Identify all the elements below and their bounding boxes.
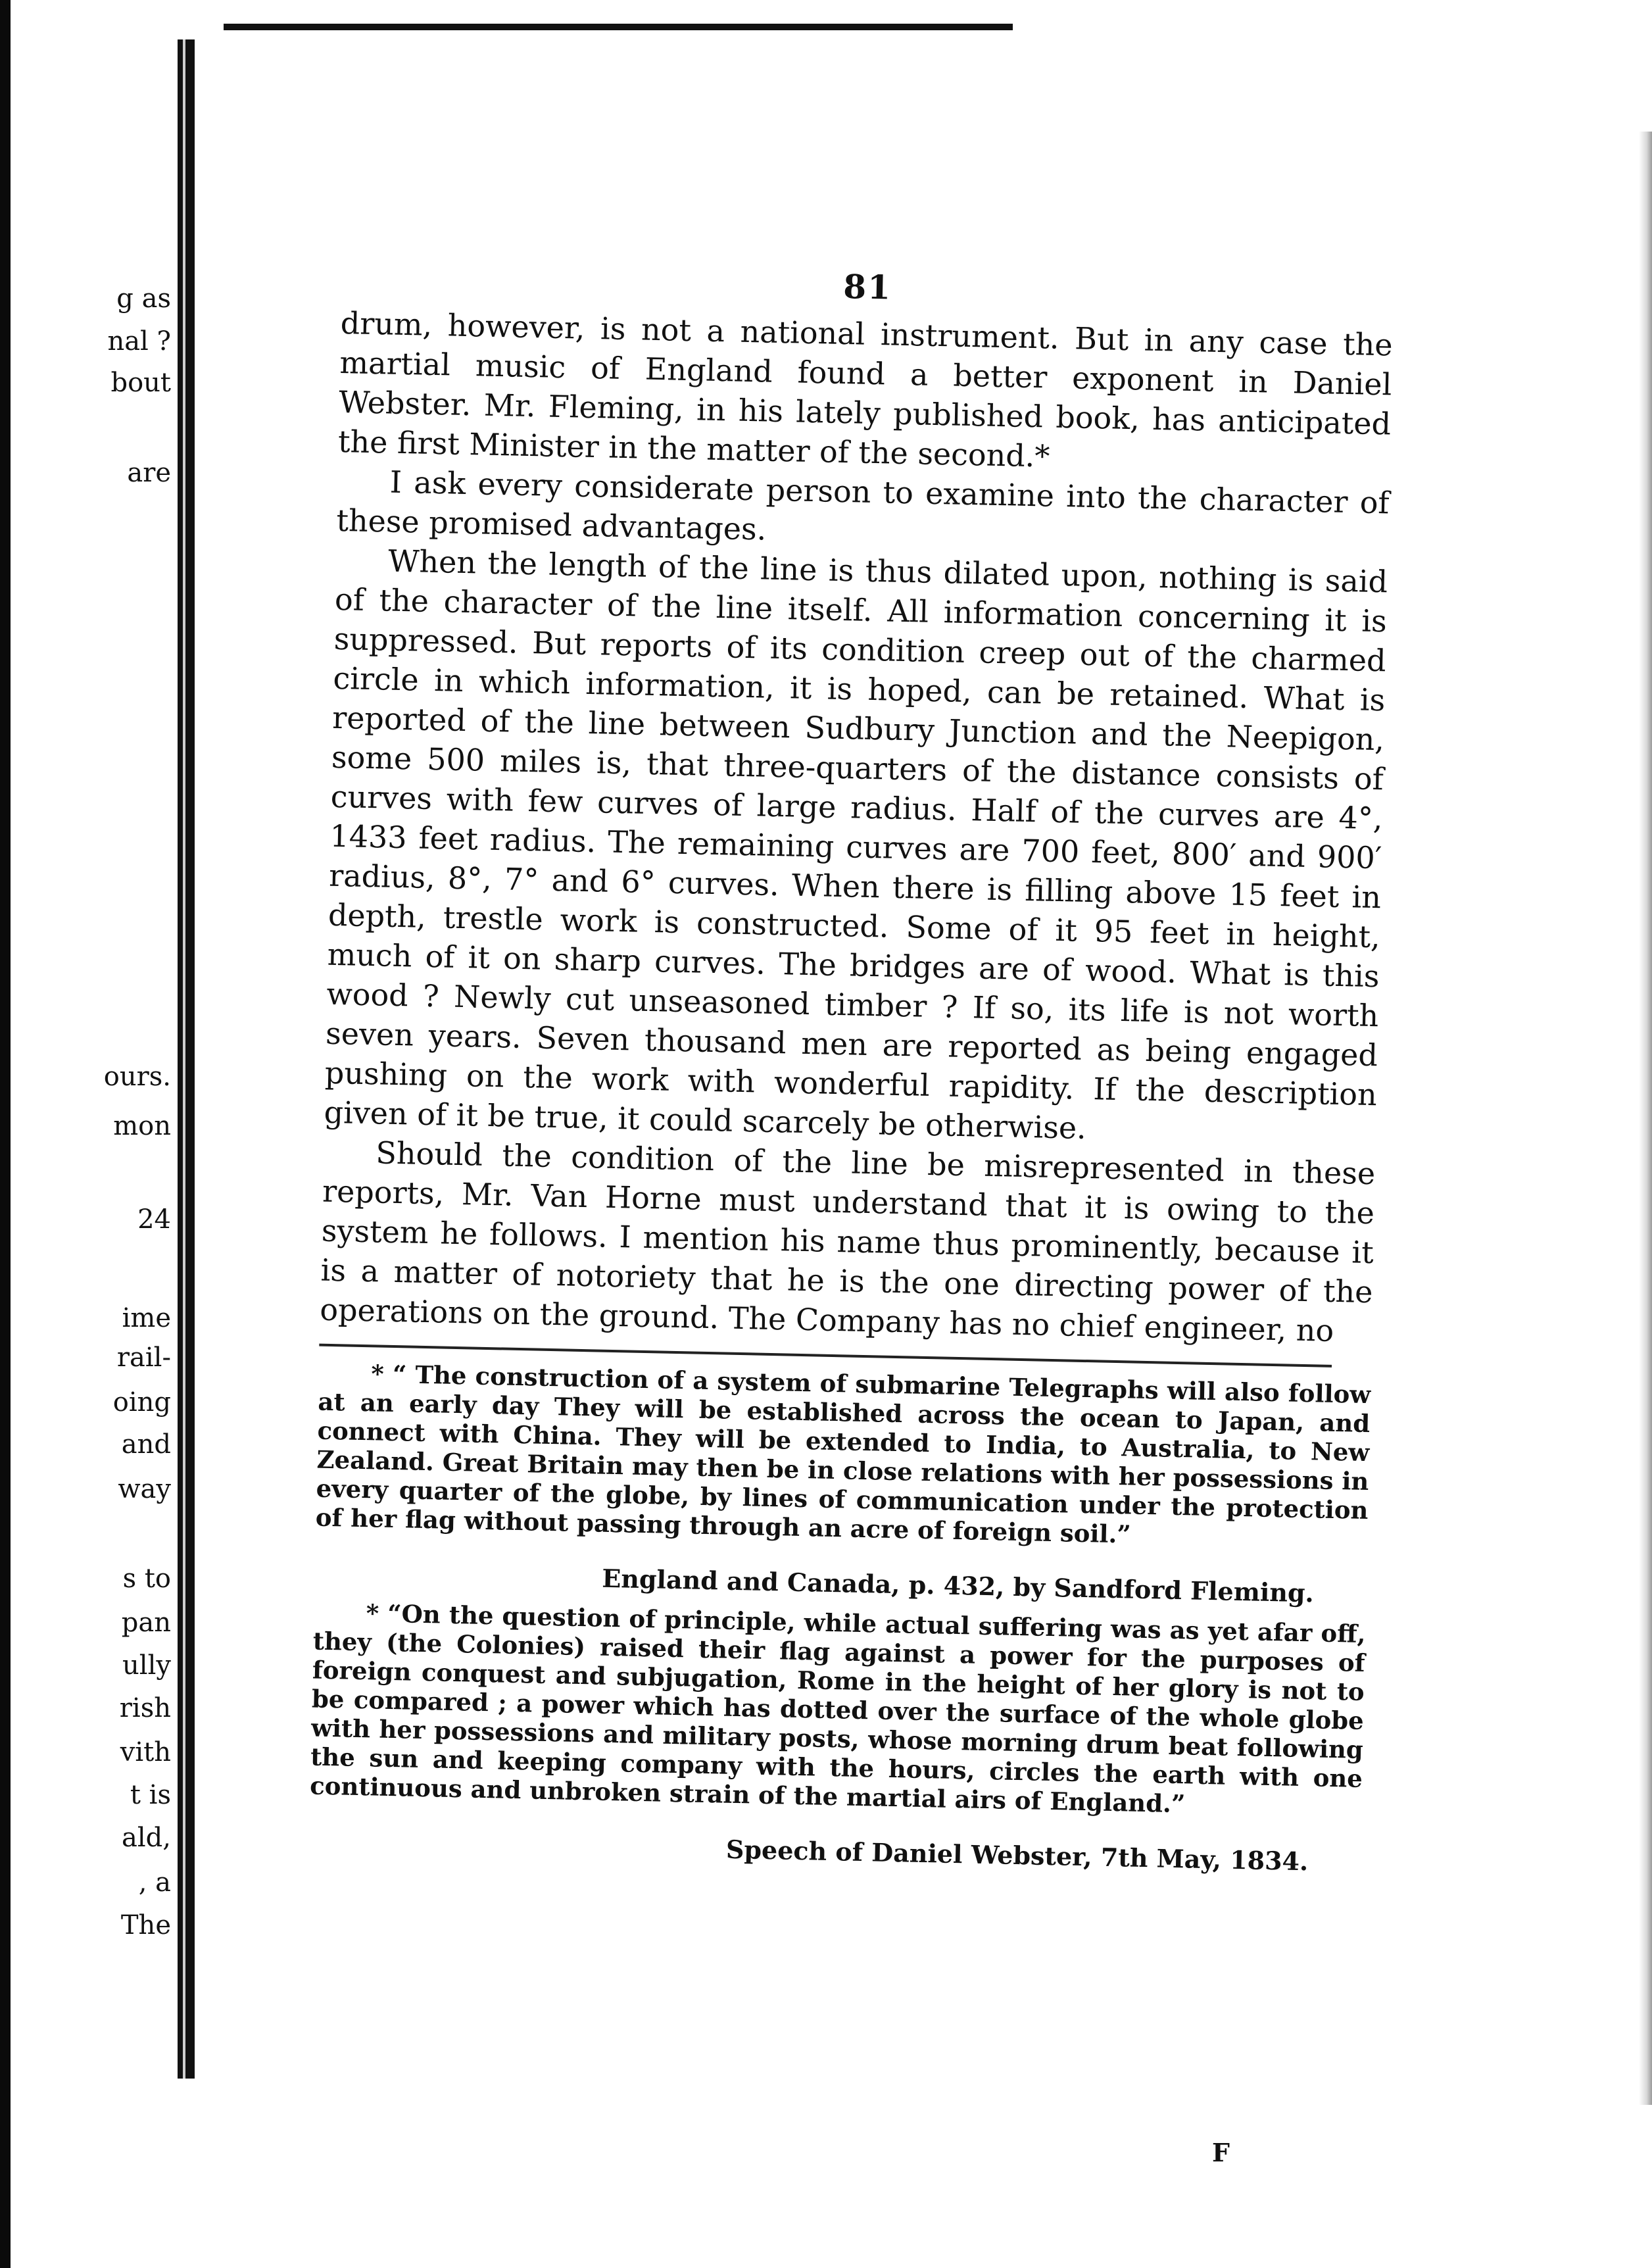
- footnote: * “On the question of principle, while actual suffering was as yet afar off, they (the Colonies) raised their flag against a power for the purposes of foreign conquest and subjugation, Rome in the height of her glory is not to be compared ; a power which has dotted over the surface of the whole globe with her possessions and military posts, whose morning drum beat following the sun and keeping company with the hours, circles the earth with one continuous and unbroken strain of the martial airs of England.”: [309, 1598, 1366, 1819]
- left-page-line-fragment: g as: [116, 284, 171, 314]
- footnote: * “ The construction of a system of submarine Telegraphs will also follow at an early day They will be established across the ocean to Japan, and connect with China. They will be extended to India, to Australia, to New Zealand. Great Britain may then be in close relations with her possessions in every quarter of the globe, by lines of communication under the protection of her flag without passing through an acre of foreign soil.”: [315, 1359, 1371, 1549]
- page-edge-shadow: [1639, 132, 1652, 2105]
- left-page-line-fragment: rish: [119, 1693, 171, 1723]
- left-page-line-fragment: pan: [121, 1608, 171, 1638]
- left-page-line-fragment: mon: [113, 1111, 171, 1141]
- page-gutter: [178, 39, 195, 2079]
- left-page-line-fragment: bout: [110, 368, 171, 398]
- footnote-source: England and Canada, p. 432, by Sandford Fleming.: [601, 1563, 1315, 1608]
- left-page-line-fragment: s to: [122, 1564, 171, 1594]
- left-page-line-fragment: ully: [122, 1650, 171, 1681]
- left-page-line-fragment: vith: [120, 1737, 171, 1767]
- left-page-line-fragment: ald,: [122, 1823, 171, 1853]
- right-page: [308, 257, 1394, 1888]
- paragraph: Should the condition of the line be misrepresented in these reports, Mr. Van Horne must understand that it is owing to the system he follows. I mention his name thus prominently, because it is a matter of notoriety that he is the one directing power of the operations on the ground. The Company has no chief engineer, no: [319, 1135, 1376, 1348]
- left-page-line-fragment: are: [127, 458, 171, 488]
- page-number: 81: [842, 266, 892, 307]
- left-page-line-fragment: rail-: [116, 1343, 171, 1373]
- left-page-line-fragment: way: [118, 1474, 171, 1504]
- paragraph: drum, however, is not a national instrument. But in any case the martial music of England found a better exponent in Daniel Webster. Mr. Fleming, in his lately published book, has anticipated the first Minister in the matter of the second.*: [337, 305, 1394, 474]
- left-page-line-fragment: t is: [130, 1780, 171, 1810]
- left-page-line-fragment: and: [121, 1429, 171, 1460]
- left-page-line-fragment: ours.: [103, 1062, 171, 1092]
- body-text: [320, 303, 1393, 1351]
- scan-top-rule: [224, 24, 1013, 30]
- left-page-line-fragment: oing: [112, 1387, 171, 1418]
- left-page-line-fragment: , a: [138, 1867, 171, 1898]
- footnote-source: Speech of Daniel Webster, 7th May, 1834.: [725, 1834, 1309, 1877]
- footnotes: [308, 1358, 1371, 1877]
- left-page-line-fragment: The: [120, 1910, 171, 1940]
- paragraph: I ask every considerate person to examine into the character of these promised advantages.: [336, 464, 1390, 547]
- left-page-fragment: [0, 0, 178, 2268]
- paragraph: When the length of the line is thus dilated upon, nothing is said of the character of the line itself. All information concerning it is suppressed. But reports of its condition creep out of the charmed circle in which information, it is hoped, can be retained. What is reported of the line between Sudbury Junction and the Neepigon, some 500 miles is, that three-quarters of the distance consists of curves with few curves of large radius. Half of the curves are 4°, 1433 feet radius. The remaining curves are 700 feet, 800′ and 900′ radius, 8°, 7° and 6° curves. When there is filling above 15 feet in depth, trestle work is constructed. Some of it 95 feet in height, much of it on sharp curves. The bridges are of wood. What is this wood ? Newly cut unseasoned timber ? If so, its life is not worth seven years. Seven thousand men are reported as being engaged pushing on the work with wonderful rapidity. If the description given of it be true, it could scarcely be otherwise.: [324, 543, 1388, 1146]
- left-page-line-fragment: nal ?: [107, 326, 171, 357]
- left-page-line-fragment: ime: [122, 1303, 171, 1333]
- signature-mark: F: [1212, 2138, 1230, 2167]
- left-page-line-fragment: 24: [137, 1204, 171, 1235]
